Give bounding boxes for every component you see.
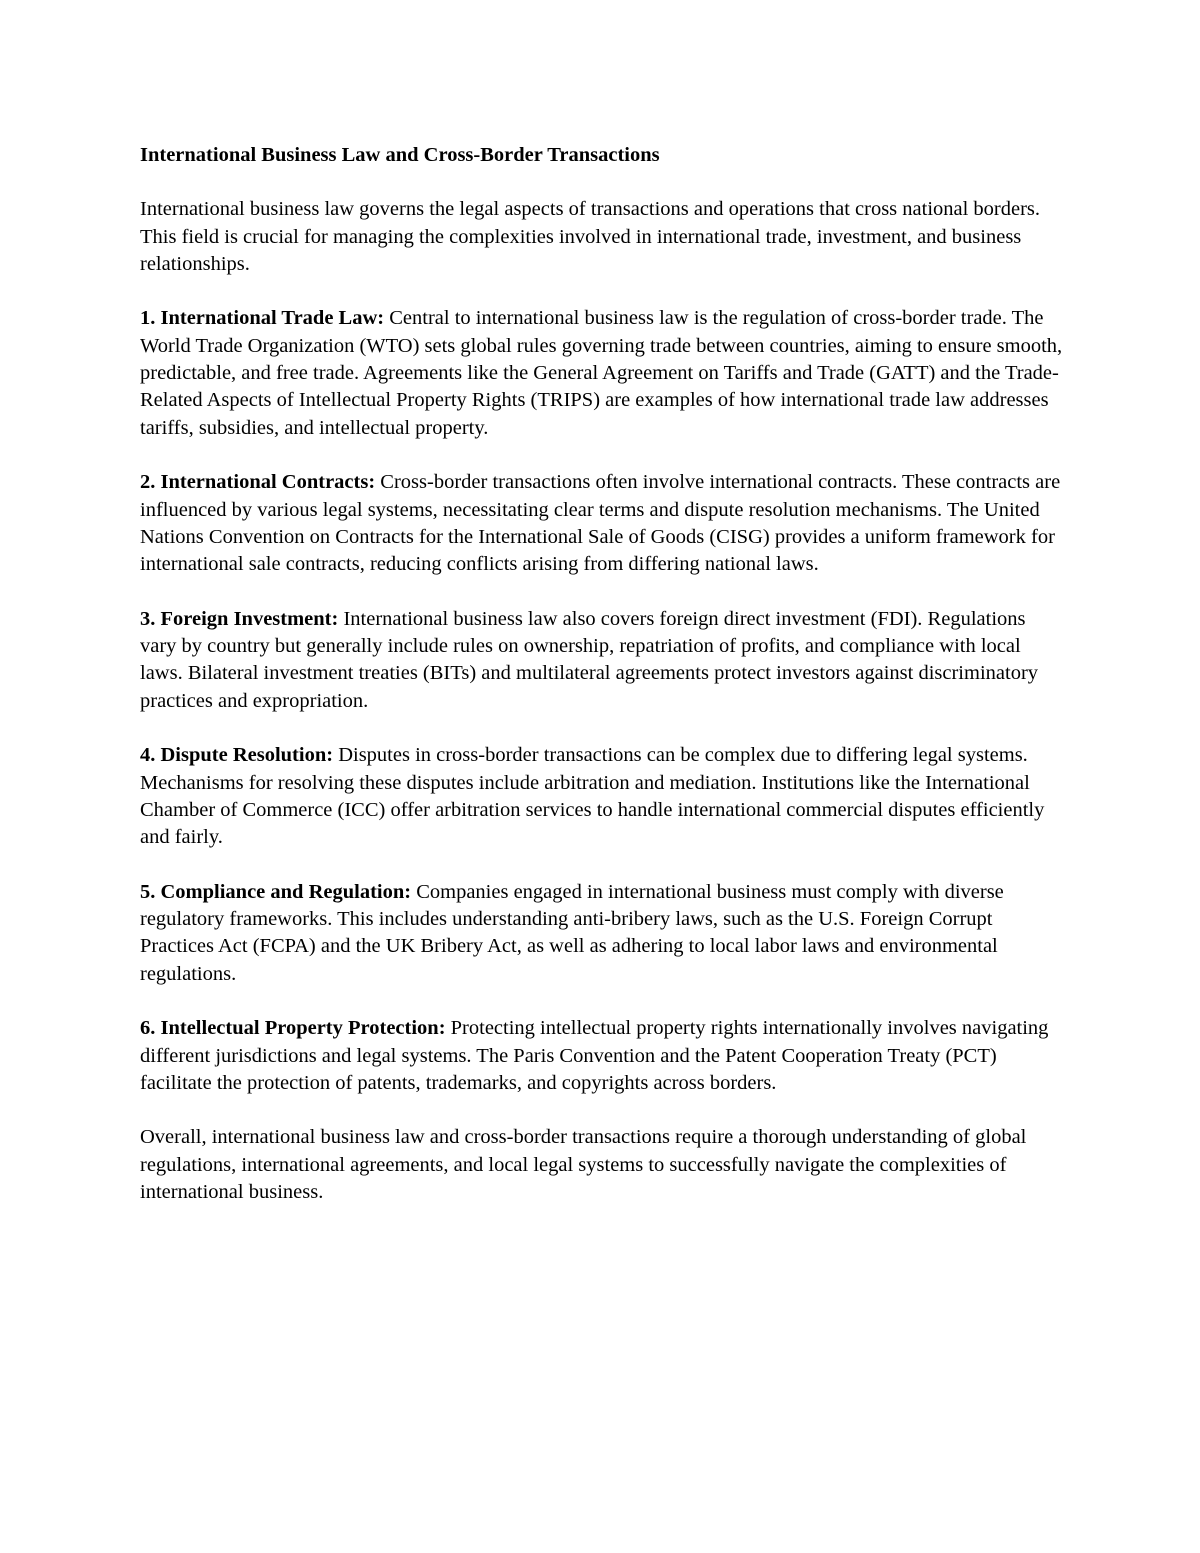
section-body: Companies engaged in international business must comply with diverse regulatory frameworks. This includes understanding anti-bribery laws, such as the U.S. Foreign Corrupt Practices Act (FCPA) and the UK Bribery Act, as well as adhering to local labor laws and environmental regulations.: [140, 880, 1004, 985]
section-body: Cross-border transactions often involve international contracts. These contracts are influenced by various legal systems, necessitating clear terms and dispute resolution mechanisms. The United Nations Convention on Contracts for the International Sale of Goods (CISG) provides a uniform framework for international sale contracts, reducing conflicts arising from differing national laws.: [140, 471, 1061, 576]
section-foreign-investment: [140, 606, 1065, 715]
section-body: Disputes in cross-border transactions can be complex due to differing legal systems. Mechanisms for resolving these disputes include arbitration and mediation. Institutions like the International Chamber of Commerce (ICC) offer arbitration services to handle international commercial disputes efficiently and fairly.: [140, 744, 1045, 849]
document-page: [140, 142, 1065, 1234]
section-ip-protection: [140, 1015, 1065, 1097]
section-dispute-resolution: [140, 742, 1065, 851]
section-heading: 5. Compliance and Regulation:: [140, 880, 412, 903]
section-heading: 4. Dispute Resolution:: [140, 744, 334, 767]
conclusion-paragraph: Overall, international business law and cross-border transactions require a thorough understanding of global regulations, international agreements, and local legal systems to successfully navigate the complexities of international business.: [140, 1126, 1027, 1203]
section-body: Protecting intellectual property rights internationally involves navigating different jurisdictions and legal systems. The Paris Convention and the Patent Cooperation Treaty (PCT) facilitate the protection of patents, trademarks, and copyrights across borders.: [140, 1017, 1049, 1094]
section-body: International business law also covers foreign direct investment (FDI). Regulations vary by country but generally include rules on ownership, repatriation of profits, and compliance with local laws. Bilateral investment treaties (BITs) and multilateral agreements protect investors against discriminatory practices and expropriation.: [140, 607, 1039, 712]
section-heading: 2. International Contracts:: [140, 471, 376, 494]
section-body: Central to international business law is the regulation of cross-border trade. The World Trade Organization (WTO) sets global rules governing trade between countries, aiming to ensure smooth, predictable, and free trade. Agreements like the General Agreement on Tariffs and Trade (GATT) and the Trade-Related Aspects of Intellectual Property Rights (TRIPS) are examples of how international trade law addresses tariffs, subsidies, and intellectual property.: [140, 307, 1063, 439]
section-trade-law: [140, 305, 1065, 441]
section-heading: 3. Foreign Investment:: [140, 607, 339, 630]
intro-paragraph: International business law governs the legal aspects of transactions and operations that cross national borders. This field is crucial for managing the complexities involved in international trade, investment, and business relationships.: [140, 198, 1041, 275]
section-contracts: [140, 469, 1065, 578]
section-heading: 6. Intellectual Property Protection:: [140, 1017, 446, 1040]
section-compliance: [140, 879, 1065, 988]
section-heading: 1. International Trade Law:: [140, 307, 385, 330]
document-title: International Business Law and Cross-Border Transactions: [140, 144, 660, 166]
